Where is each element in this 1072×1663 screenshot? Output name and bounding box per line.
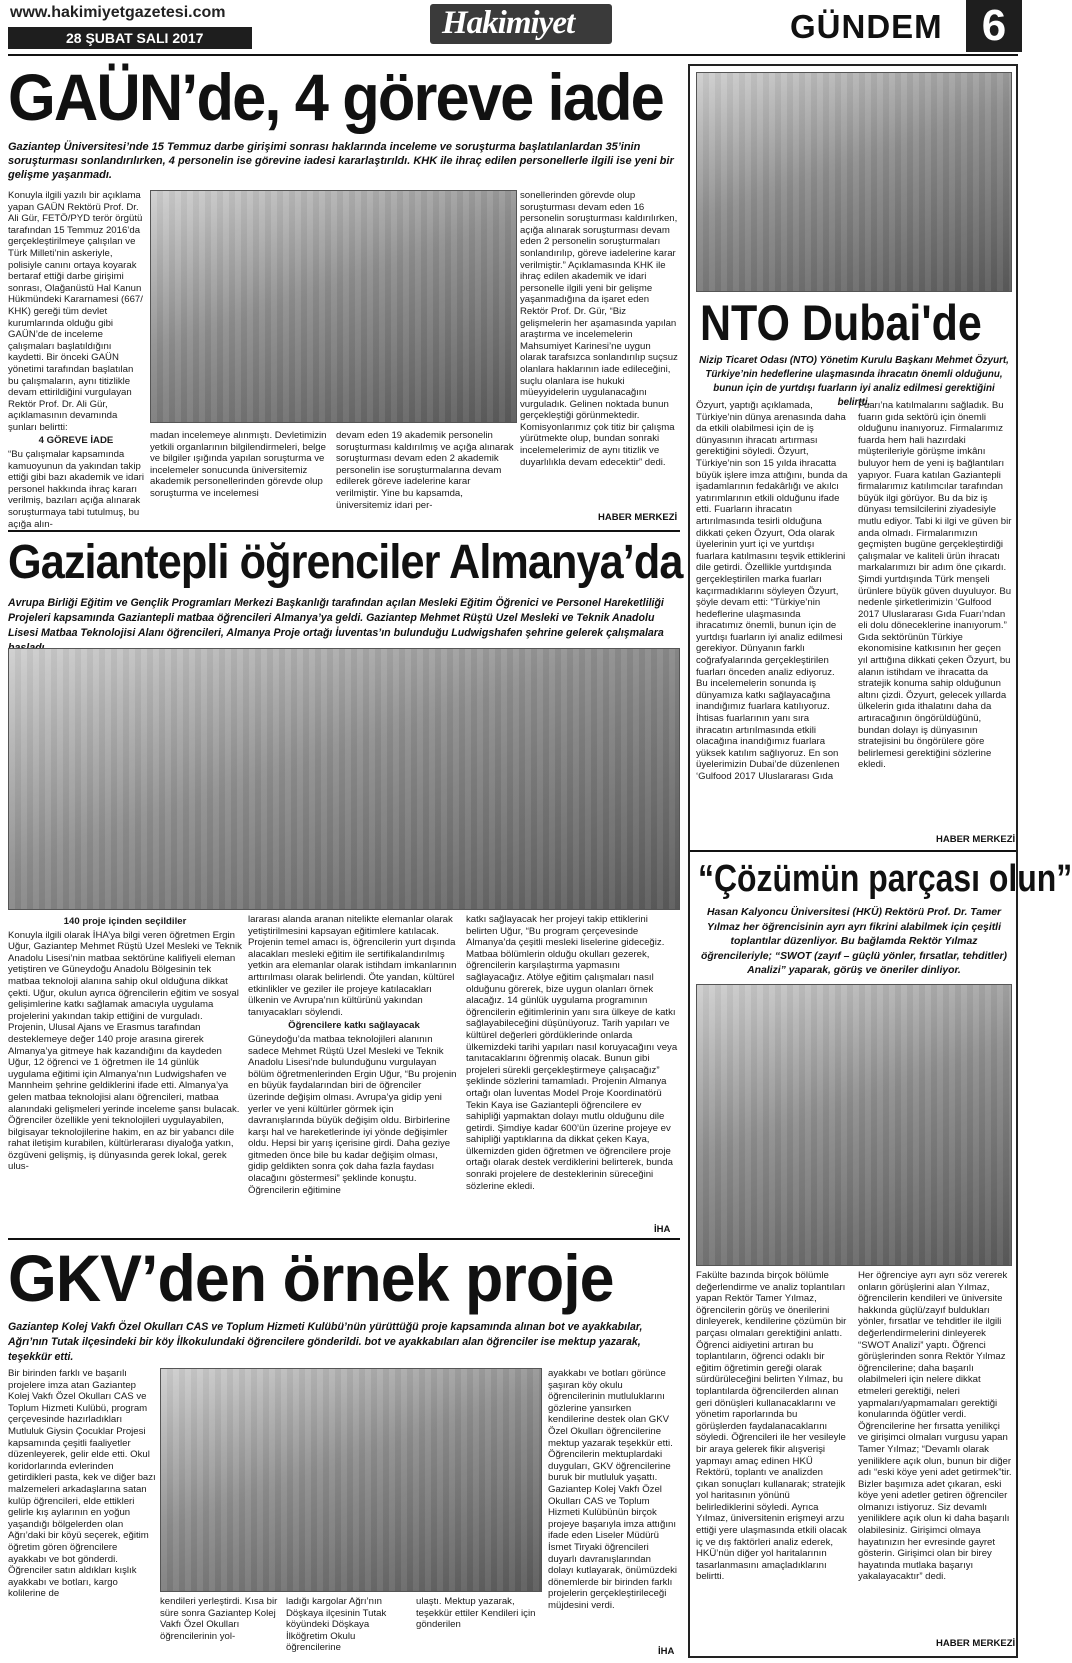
gaun-credit: HABER MERKEZİ	[598, 512, 678, 523]
date-bar	[8, 27, 252, 49]
issue-date: 28 ŞUBAT SALI 2017	[66, 30, 204, 46]
almanya-col-1	[8, 914, 242, 1236]
gkv-credit: İHA	[658, 1646, 675, 1657]
page-number-box	[966, 0, 1022, 52]
website-url[interactable]: www.hakimiyetgazetesi.com	[10, 4, 226, 21]
almanya-credit: İHA	[654, 1224, 671, 1235]
page-number: 6	[981, 1, 1007, 50]
gkv-lead: Gaziantep Kolej Vakfı Özel Okulları CAS ve Toplum Hizmeti Kulübü’nün yürüttüğü proje kapsamında alınan bot ve ayakkabılar, Ağrı’nın Tutak ilçesindeki bir köy İlkokulundaki öğrencilere gönderildi. bot ve ayakkabıları alan öğrenciler ise mektup yazarak, teşekkür etti.	[8, 1321, 643, 1363]
gaun-subhead: 4 GÖREVE İADE	[38, 435, 114, 447]
gkv-col-4: ulaştı. Mektup yazarak, teşekkür ettiler Kendileri için gönderilen	[416, 1596, 536, 1631]
nto-lead: Nizip Ticaret Odası (NTO) Yönetim Kurulu Başkanı Mehmet Özyurt, Türkiye’nin hedeflerine ulaşmasında ihracatın önemli olduğunu, bunun için de yurtdışı fuarların iyi analiz edilmesi gerektiğini belirtti.	[699, 355, 1009, 408]
hku-col-1: Fakülte bazında birçok bölümle değerlendirme ve analiz toplantıları yapan Rektör Tamer Yılmaz, öğrencilerin görüş ve önerilerini dinleyerek, kendilerine çözümün bir parçası olmaları gerektiğini anlattı. Öğrenci aidiyetini artıran bu toplantıların, öğrenci odaklı bir eğitim öğretimin gereği olarak sürdürüleceğini belirten Yılmaz, bu toplantılarda öğrencilerden alınan geri dönüşleri kullanacaklarını ve yönetim raporlarında bu görüşlerden faydalanacaklarını söyledi. Öğrencileri ile her vesileyle bir araya gelerek fikir alışverişi yapmayı amaç edinen HKÜ Rektörü, toplantı ve analizden çıkan sonuçları kullanarak; stratejik yol haritasının yönünü belirlediklerini söyledi. Ayrıca Yılmaz, üniversitenin erişmeyi arzu ettiği yere ulaşmasında etkili olacak iç ve dış faktörleri analiz ederek, HKÜ’nün diğer yol haritalarının tasarlanmasını amaçladıklarını belirtti.	[696, 1270, 847, 1583]
section-title: GÜNDEM	[790, 8, 943, 45]
almanya-col2-text: lararası alanda aranan nitelikte elemanlar olarak yetiştirilmesini kapsayan eğitimlere katılacak. Projenin temel amacı is, öğrencilerin yurt dışında alacakları mesleki eğitim ile sertifikalandırılmış yetkin ara elemanlar olarak istihdam imkanlarının arttırılması olarak belirlendi. Öte yandan, kültürel etkinlikler ve geziler ile projeye katılacakları ülkenin ve Avrupa’nın kültürünü yakından tanıyacakları söylendi.	[248, 914, 457, 1018]
gkv-students-photo	[160, 1368, 542, 1592]
hku-col-2: Her öğrenciye ayrı ayrı söz vererek onların görüşlerini alan Yılmaz, öğrencilerin kendileri ve üniversite hakkında güçlü/zayıf buldukları yönler, fırsatlar ve tehditler ile ilgili değerlendirmelerini dinleyerek “SWOT Analizi” yaptı. Öğrenci görüşlerinden sonra Rektör Yılmaz öğrencilerine; daha başarılı olabilmeleri için nelere dikkat etmeleri gerektiği, neleri yapmaları/yapmamaları gerektiği konularında öğütler verdi. Öğrencilerine her fırsatta yenilikçi ve girişimci olmaları vurgusu yapan Tamer Yılmaz; “Devamlı olarak yeniliklere açık olun, bunun bir diğer adı “eski köye yeni adet getirmek”tir. Bizler başımıza adet çıkaran, eski köye yeni adetler getiren öğrenciler olmanızı istiyoruz. Siz devamlı yeniliklere açık olun ki daha başarılı olabilesiniz. Girişimci olmaya hayatınızın her evresinde gayret gösterin. Girişimci olan bir birey hayatında mutlaka başarıyı yakalayacaktır” dedi.	[858, 1270, 1012, 1583]
nto-credit: HABER MERKEZİ	[936, 834, 1016, 845]
almanya-headline: Gaziantepli öğrenciler Almanya’da	[8, 536, 683, 589]
gaun-headline: GAÜN’de, 4 göreve iade	[8, 60, 663, 134]
almanya-col1-text: Konuyla ilgili olarak İHA’ya bilgi veren öğretmen Ergin Uğur, Gaziantep Mehmet Rüştü Uzel Mesleki ve Teknik Anadolu Lisesi’nin matbaa sektörüne kalifiyeli eleman yetiştiren ve Güneydoğu Anadolu Bölgesinin tek matbaa teknoloji alanına sahip okul olduğuna dikkat çekti. Uğur, okulun ayrıca öğrencilerin eğitim ve sosyal gelişimlerine katkı sağlamak amacıyla uygulama projelerini yakından takip ettiğini de vurguladı. Projenin, Ulusal Ajans ve Erasmus tarafından desteklemeye değer 140 proje arasına girerek Almanya’ya gitmeye hak kazandığını da kaydeden Uğur, 12 öğrenci ve 1 öğretmen ile 14 günlük uygulama eğitimi için Almanya’nın Ludwigshafen ve Mannheim şehrine geldiklerini ifade etti. Almanya’ya gelen matbaa teknolojisi alanı öğrencileri, matbaa alanındaki gelişmeleri yerinde inceleme şansı bulacak. Öğrenciler özellikle yeni teknolojileri uygulayabilen, bilgisayar teknolojilerine hakim, en az bir yabancı dile rahat iletişim kurabilen, kültürlerarası diyaloğa yatkın, özgüveni gelişmiş, iş dünyasında gerek lokal, gerek ulus-	[8, 929, 242, 1173]
gkv-col-2: kendileri yerleştirdi. Kısa bir süre sonra Gaziantep Kolej Vakfı Özel Okulları öğrencilerinin yol-	[160, 1596, 278, 1642]
hku-rector-photo	[696, 984, 1012, 1266]
almanya-subhead-2: Öğrencilere katkı sağlayacak	[288, 1020, 420, 1032]
gaun-col-3: devam eden 19 akademik personelin soruşturması kaldırılmış ve açığa alınarak soruşturması devam eden 2 akademik personelin ise soruşturmalarına devam edilerek göreve iadelerine karar verilmiştir. Yine bu kapsamda, üniversitemiz idari per-	[336, 430, 514, 511]
gkv-col-3: ladığı kargolar Ağrı’nın Döşkaya ilçesinin Tutak köyündeki Döşkaya İlköğretim Okulu öğrencilerine	[286, 1596, 387, 1654]
nto-col-2: Fuarı’na katılmalarını sağladık. Bu fuarın gıda sektörü için önemli olduğunu inanıyoruz. Firmalarımız fuarda hem hali hazırdaki müşterileriyle görüşme imkânı buluyor hem de yeni iş bağlantıları yapıyor. Fuara katılan Gaziantepli firmalarımız katılımcılar tarafından büyük ilgi görüyor. Bu da biz iş dünyası temsilcilerini ziyadesiyle mutlu ediyor. Tabi ki ilgi ve güven bir anda olmadı. Firmalarımızın geçmişten bugüne gerçekleştirdiği çalışmalar ve kaliteli ürün ihracatı markalarımızı bir adım öne çıkardı. Şimdi yurtdışında Türk menşeli ürünlere büyük güven duyuluyor. Bu nedenle şirketlerimizin ‘Gulfood 2017 Uluslararası Gıda Fuarı’ndan eli dolu döneceklerine inanıyorum.” Gıda sektörünün Türkiye ekonomisine katkısının her geçen yıl arttığına dikkati çeken Özyurt, bu alanın istihdam ve ihracatta da stratejik konuma sahip olduğunun altını çizdi. Özyurt, gelecek yıllarda ülkelerin gıda ithalatını daha da artıracağının öngörüldüğünü, bundan dolayı iş dünyasının stratejisini bu öngörülere göre belirlemesi gerektiğini sözlerine ekledi.	[858, 400, 1012, 771]
rector-photo	[150, 190, 517, 423]
almanya-subhead-1: 140 proje içinden seçildiler	[63, 916, 187, 927]
ozyurt-photo	[696, 72, 1012, 292]
nto-headline: NTO Dubai'de	[700, 295, 982, 351]
nto-col-1: Özyurt, yaptığı açıklamada, Türkiye’nin dünya arenasında daha da etkili olabilmesi için de iş dünyasının ihracatı artırması gerektiğini söyledi. Özyurt, Türkiye’nin son 15 yılda ihracatta büyük işlere imza attığını, bunda da işadamlarının fedakârlığı ve akılcı yatırımlarının etkili olduğunu ifade etti. Fuarların ihracatın artırılmasında tesirli olduğuna dikkati çeken Özyurt, Oda olarak üyelerinin yurt içi ve yurtdışı fuarlara katılmasını teşvik ettiklerini dile getirdi. Özellikle yurtdışında gerçekleştirilen marka fuarları kaçırmadıklarını söyleyen Özyurt, şöyle devam etti: “Türkiye’nin hedeflerine ulaşmasında ihracatımız önemli, bunun için de yurtdışı fuarların iyi analiz edilmesi gerekiyor. Dünyanın farklı coğrafyalarında gerçekleştirilen fuarları önceden analiz ediyoruz. Bu incelemelerin sonunda iş dünyamıza katkı sağlayacağına inandığımız fuarlara katılıyoruz. İhtisas fuarlarının yanı sıra ihracatın artırılmasında etkili olacağına inandığımız fuarlara yüksek katılım sağlıyoruz. En son üyelerimizin Dubai’de düzenlenen ‘Gulfood 2017 Uluslararası Gıda	[696, 400, 848, 782]
gkv-headline: GKV’den örnek proje	[8, 1241, 614, 1315]
almanya-lead: Avrupa Birliği Eğitim ve Gençlik Programları Merkezi Başkanlığı tarafından açılan Mesleki Eğitim Öğrenici ve Personel Hareketliliği Projeleri kapsamında Gaziantepli matbaa öğrencileri Almanya’ya geldi. Gaziantep Mehmet Rüştü Uzel Mesleki ve Teknik Anadolu Lisesi Matbaa Teknolojisi Alanı öğrencileri, Almanya Proje ortağı İuventas’ın bulunduğu Ludwigshafen şehrine gelerek çalışmalara	[8, 597, 664, 639]
gaun-col-1	[8, 190, 144, 530]
divider-3	[690, 850, 1016, 852]
almanya-col2b-text: Güneydoğu’da matbaa teknolojileri alanının sadece Mehmet Rüştü Uzel Mesleki ve Teknik Anadolu Lisesi’nde bulunduğunu vurgulayan bölüm öğretmenlerinden Ergin Uğur, “Bu projenin en büyük faydalarından biri de öğrenciler üzerinde değişim olması. Avrupa’ya gidip yeni yerler ve yeni kültürler görmek için davranışlarında büyük değişim oldu. Birbirlerine karşı hal ve hareketlerinde iyi yönde değişimler oldu. Hepsi bir yarış içerisine girdi. Daha geziye gitmeden önce bile bu kadar değişim olması, gidip geldikten sonra çok daha fazla faydası olacağını göstermesi” şeklinde konuştu. Öğrencilerin eğitimine	[248, 1033, 457, 1196]
hku-credit: HABER MERKEZİ	[936, 1638, 1016, 1649]
hku-headline: “Çözümün parçası olun”	[698, 858, 1072, 900]
gaun-col-2: madan incelemeye alınmıştı. Devletimizin yetkili organlarının bilgilendirmeleri, belge ve bilgiler ışığında yapılan soruşturma ve incelemeler sonucunda üniversitemiz akademik personellerinden görevde olup soruşturma ve incelemesi	[150, 430, 327, 499]
gaun-col1b-text: “Bu çalışmalar kapsamında kamuoyunun da yakından takip ettiği gibi bazı akademik ve idari personel hakkında ihraç kararı verilmiş, bazıları açığa alınarak soruşturmaya tabi tutulmuş, bu açığa alın-	[8, 449, 144, 530]
almanya-col-2	[248, 914, 460, 1236]
hku-lead: Hasan Kalyoncu Üniversitesi (HKÜ) Rektörü Prof. Dr. Tamer Yılmaz her öğrencisinin ayrı ayrı fikrini alabilmek için çeşitli toplantılar düzenliyor. Bu bağlamda Rektör Yılmaz öğrencileriyle; “SWOT (zayıf – güçlü yönler, fırsatlar, tehditler) Analizi” yaparak, görüş ve öneriler dinliyor.	[700, 907, 1008, 976]
masthead-rule	[8, 54, 1018, 56]
logo-text: Hakimiyet	[442, 5, 575, 41]
gkv-col-1: Bir birinden farklı ve başarılı projelere imza atan Gaziantep Kolej Vakfı Özel Okulları CAS ve Toplum Hizmeti Kulübü, program çerçevesinde hazırladıkları Mutluluk Giysin Çocuklar Projesi kapsamında çeşitli faaliyetler düzenleyerek, gelir elde etti. Okul koridorlarında evlerinden getirdikleri pasta, kek ve diğer bazı malzemeleri arkadaşlarına satan kulüp öğrencileri, elde ettikleri gelirle kış aylarının en yoğun yaşandığı bölgelerden olan Ağrı’daki bir köyü seçerek, eğitim öğretim gören öğrencilere ayakkabı ve bot gönderdi. Öğrenciler satın aldıkları kışlık ayakkabı ve botları, kargo kolilerine de	[8, 1368, 156, 1600]
students-group-photo	[8, 648, 680, 910]
gaun-lead: Gaziantep Üniversitesi’nde 15 Temmuz darbe girişimi sonrası haklarında inceleme ve soruşturma başlatılanlardan 35’inin soruşturması sonlandırılırken, 4 personelin ise görevine iadesi kararlaştırıldı. KHK ile ihraç edilen personellerle ilgili ise yeni bir gelişme yaşanmadı.	[8, 141, 674, 181]
divider-1	[8, 530, 680, 532]
almanya-col-3: katkı sağlayacak her projeyi takip ettiklerini belirten Uğur, “Bu program çerçevesinde Almanya’da çeşitli mesleki liselerine gideceğiz. Matbaa bölümlerin olduğu okulları gezerek, öğrencilerin karşılaştırma yapmasını sağlayacağız. Atölye eğitim çalışmaları nasıl olduğunu görerek, bize uygun olanları örnek alacağız. 14 günlük uygulama programının öğrencilerin eğitimlerinin yanı sıra ülkeye de katkı sağlayabileceğini düşünüyoruz. Tarih yapıları ve kültürel değerleri gördüklerinde onlarda ülkemizdeki tarihi yapıları nasıl koruyacağını veya tanıtacaklarını öğrenmiş olacak. Bunun gibi projeleri sürekli gerçekleştirmeye çalışacağız” şeklinde sözlerini tamamladı. Projenin Almanya ortağı olan İuventas Model Proje Koordinatörü Tekin Kaya ise Gaziantepli öğrencilere ev sahipliği yapmaktan dolayı mutlu olduğunu dile getirdi. Şimdiye kadar 600’ün üzerine projeye ev sahipliği yaptıklarına da dikkat çeken Kaya, ülkemizden giden öğretmen ve öğrencilere proje ortağı olarak destek verdiklerini belirterek, bunda sonraki projelere de desteklerinin süreceğini sözlerine ekledi.	[466, 914, 678, 1192]
gaun-col1-text: Konuyla ilgili yazılı bir açıklama yapan GAÜN Rektörü Prof. Dr. Ali Gür, FETÖ/PYD terör örgütü tarafından 15 Temmuz 2016’da gerçekleştirilmeye çalışılan ve Türk Milleti’nin askeriyle, polisiyle canını ortaya koyarak bertaraf ettiği darbe girişimi sonrası, Olağanüstü Hal Kanun Hükmündeki Kararnamesi (667/ KHK) gereği tüm devlet kurumlarında olduğu gibi GAÜN’de de inceleme çalışmaları başlatıldığını kaydetti. Bir önceki GAÜN yönetimi tarafından başlatılan bu çalışmaların, aynı titizlikle devam ettirildiğini vurgulayan Rektör Prof. Dr. Ali Gür, açıklamasının devamında şunları belirtti:	[8, 190, 143, 433]
gaun-col-4: sonellerinden görevde olup soruşturması devam eden 16 personelin soruşturması kaldırılırken, açığa alınarak soruşturması devam eden 2 personelin soruşturmaları sonlandırılıp, göreve iadelerine karar verilmiştir.” Açıklamasında KHK ile ihraç edilen akademik ve idari personelle ilgili yeni bir gelişme yaşanmadığına da işaret eden Rektör Prof. Dr. Gür, “Biz gelişmelerin her aşamasında yapılan araştırma ve incelemelerin Mahsumiyet Karinesi’ne uygun olarak tarafsızca sonlandırılıp suçsuz olanlara haklarının iade edileceğini, suçlu olanlara ise hukuki müeyyidelerin uygulanacağını vurguladık. Gelinen noktada bunun gerçekleştiği görünmektedir. Komisyonlarımız çok titiz bir çalışma yürütmekte olup, bundan sonraki incelemelerimiz de aynı titizlik ve duyarlılıkla devam edecektir” dedi.	[520, 190, 678, 468]
gkv-col-5: ayakkabı ve botları görünce şaşıran köy okulu öğrencilerinin mutluluklarını gözlerine yansırken kendilerine destek olan GKV Özel Okulları öğrencilerine mektup yazarak teşekkür etti. Öğrencilerin mektuplardaki duyguları, GKV öğrencilerine buruk bir mutluluk yaşattı. Gaziantep Kolej Vakfı Özel Okulları CAS ve Toplum Hizmeti Kulübünün birçok projeye başarıyla imza attığını ifade eden Liseler Müdürü İsmet Tiryaki öğrencileri duyarlı davranışlarından dolayı kutlayarak, önümüzdeki dönemlerde bir birinden farklı projelerin gerçekleştirileceği müjdesini verdi.	[548, 1368, 678, 1611]
masthead	[0, 0, 1024, 56]
